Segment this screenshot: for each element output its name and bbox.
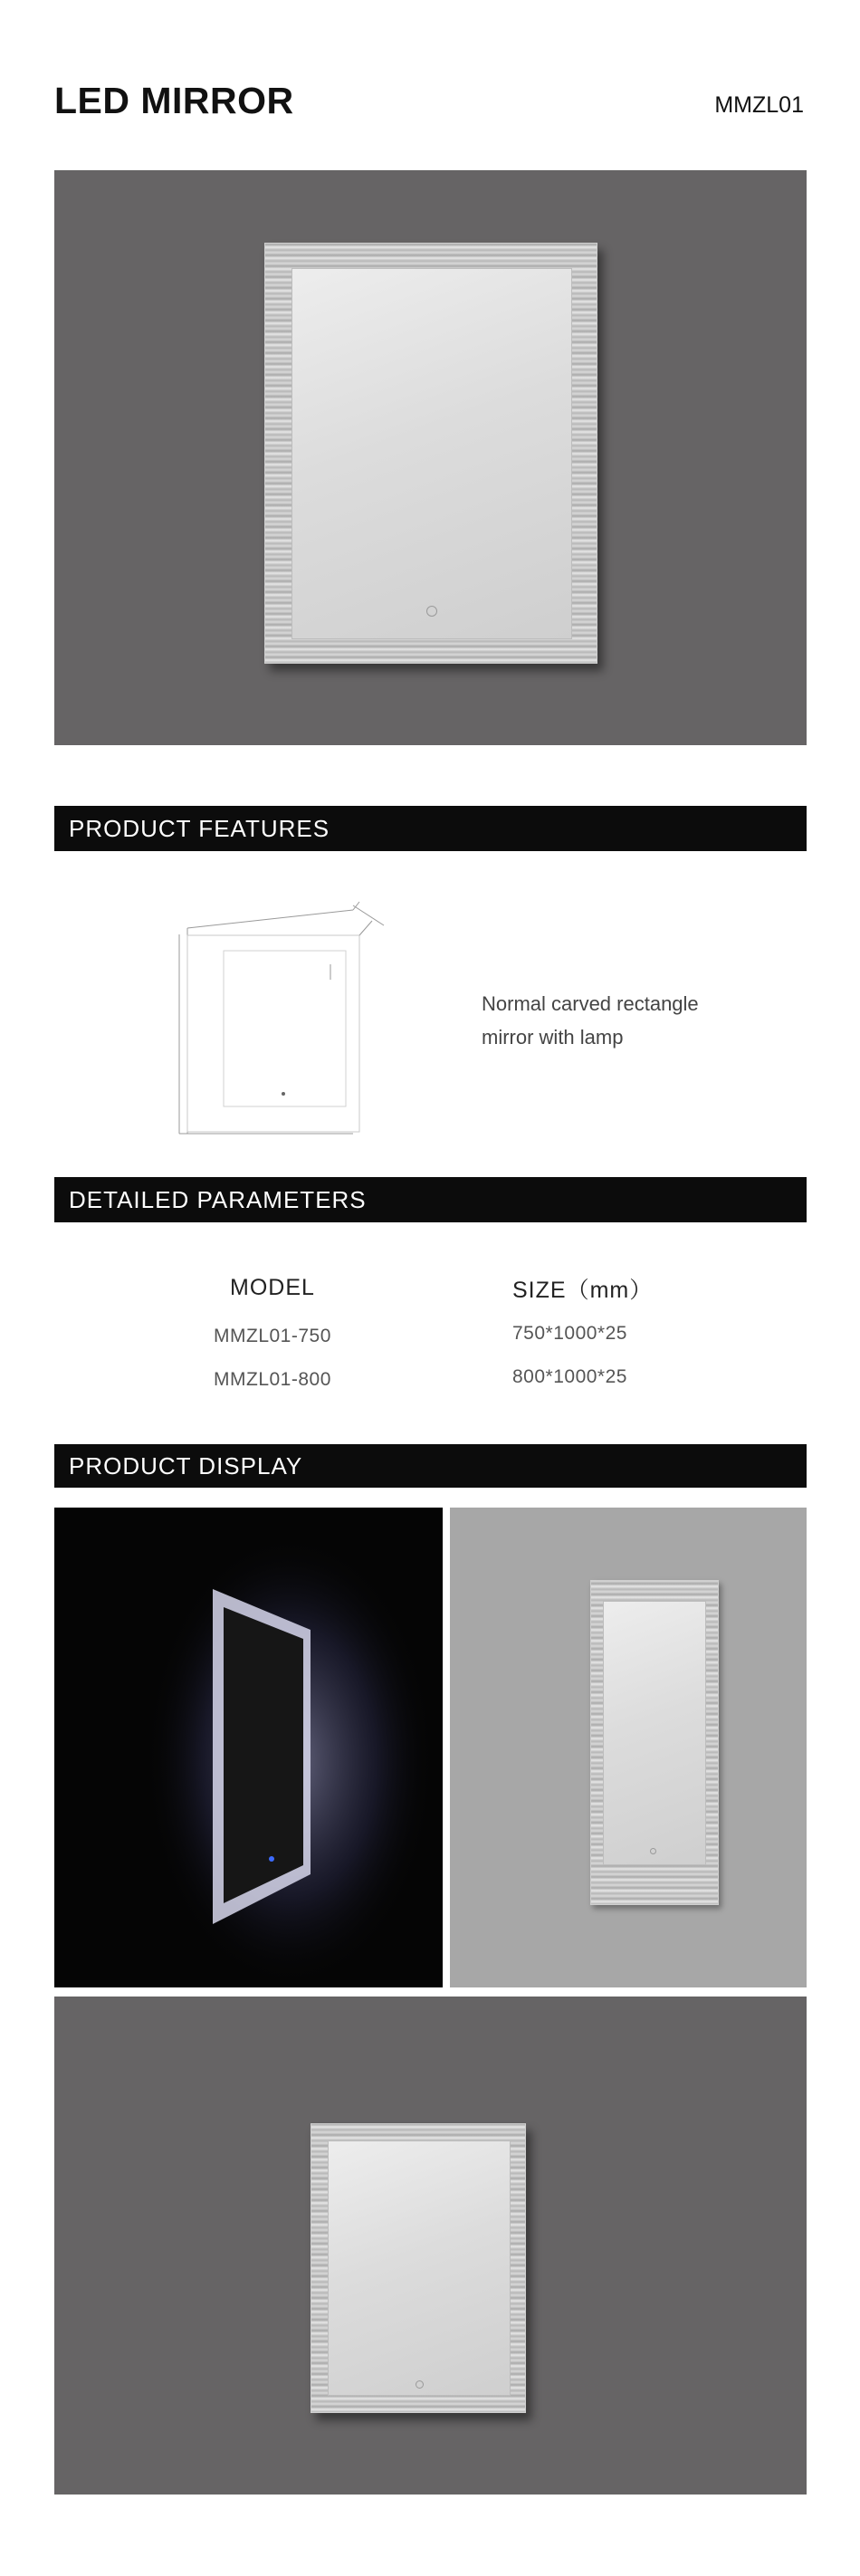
section-bar-display [54,1444,807,1488]
touch-switch-icon [416,2380,424,2389]
touch-switch-icon [426,606,437,617]
hero-product-image [54,170,807,745]
features-line-2: mirror with lamp [482,1026,624,1049]
display-image-grey [450,1508,807,1987]
column-header-model: MODEL [230,1275,315,1300]
mirror-glass [291,268,572,639]
section-title-features: PRODUCT FEATURES [69,815,330,842]
section-bar-parameters [54,1177,807,1222]
mirror-frame [264,243,597,664]
technical-drawing [172,896,398,1141]
display-image-front [54,1997,807,2495]
mirror-frame [311,2123,526,2413]
section-title-parameters: DETAILED PARAMETERS [69,1186,367,1213]
table-cell-model: MMZL01-800 [214,1369,331,1390]
mirror-frame [590,1580,719,1905]
display-image-lit [54,1508,443,1987]
touch-switch-icon [269,1856,274,1862]
table-cell-size: 750*1000*25 [512,1323,627,1344]
mirror-glass [328,2140,511,2396]
touch-switch-icon [650,1848,656,1854]
section-bar-features [54,806,807,851]
model-code: MMZL01 [714,92,804,118]
features-description [482,987,699,1054]
switch-marker-icon [282,1092,285,1096]
table-cell-model: MMZL01-750 [214,1326,331,1346]
features-line-1: Normal carved rectangle [482,992,699,1015]
section-title-display: PRODUCT DISPLAY [69,1452,303,1480]
column-header-size: SIZE（mm） [512,1278,654,1303]
table-cell-size: 800*1000*25 [512,1366,627,1387]
page-title: LED MIRROR [54,80,294,121]
mirror-glass [603,1601,706,1865]
